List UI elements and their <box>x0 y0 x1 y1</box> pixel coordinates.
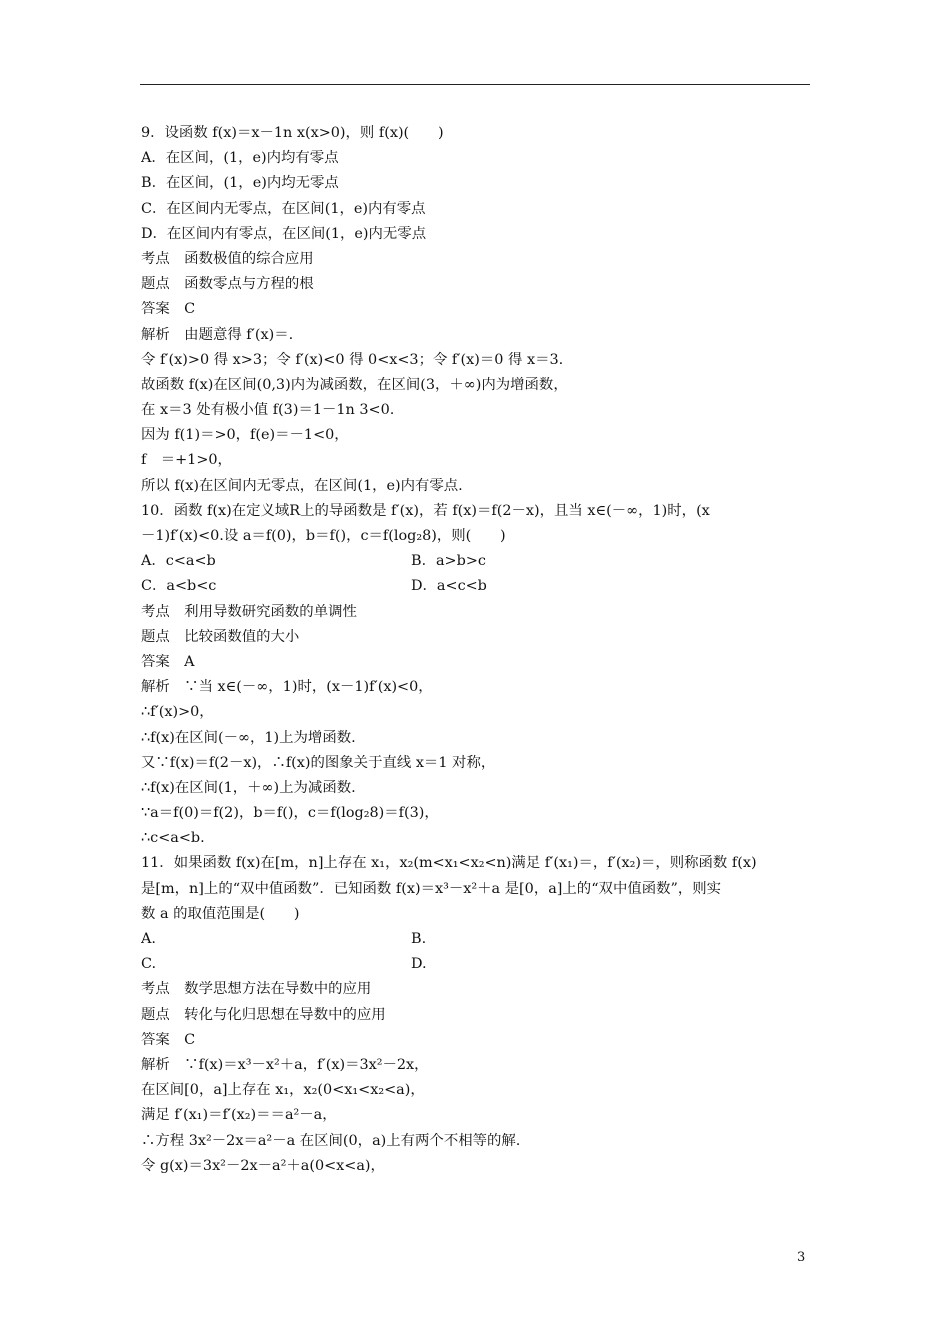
text-line: A．在区间，(1，e)内均有零点 <box>141 150 339 167</box>
text-line: 解析 ∵当 x∈(－∞，1)时，(x－1)f′(x)<0， <box>141 679 433 696</box>
option-left: A. <box>141 931 156 947</box>
text-line: －1)f′(x)<0.设 a＝f(0)，b＝f()，c＝f(log₂8)，则( ) <box>141 528 506 544</box>
text-line: ∴f(x)在区间(－∞，1)上为增函数. <box>141 729 356 746</box>
text-line: 题点 函数零点与方程的根 <box>141 276 314 293</box>
text-line: 故函数 f(x)在区间(0,3)内为减函数，在区间(3，＋∞)内为增函数， <box>141 376 568 393</box>
text-line: D．在区间内有零点，在区间(1，e)内无零点 <box>141 225 427 242</box>
text-line: 题点 转化与化归思想在导数中的应用 <box>141 1006 386 1023</box>
text-line: 11．如果函数 f(x)在[m，n]上存在 x₁，x₂(m<x₁<x₂<n)满足 f′(x₁)＝，f′(x₂)＝，则称函数 f(x) <box>141 855 757 872</box>
text-line: 所以 f(x)在区间内无零点，在区间(1，e)内有零点. <box>141 477 463 494</box>
text-line: B．在区间，(1，e)内均无零点 <box>141 175 339 192</box>
text-line: 解析 ∵f(x)＝x³－x²＋a，f′(x)＝3x²－2x， <box>141 1056 429 1073</box>
text-line: ∴方程 3x²－2x＝a²－a 在区间(0，a)上有两个不相等的解. <box>141 1132 521 1149</box>
text-line: f ＝+1>0， <box>141 452 232 469</box>
header-rule <box>140 84 810 85</box>
text-line: 答案 C <box>141 1031 196 1048</box>
text-line: 10．函数 f(x)在定义域R上的导函数是 f′(x)，若 f(x)＝f(2－x)，且当 x∈(－∞，1)时，(x <box>141 502 710 519</box>
text-line: 满足 f′(x₁)＝f′(x₂)＝＝a²－a， <box>141 1107 337 1124</box>
text-line: ∵a＝f(0)＝f(2)，b＝f()，c＝f(log₂8)＝f(3)， <box>141 805 439 822</box>
option-right: D．a<c<b <box>411 578 487 595</box>
option-row <box>141 927 811 952</box>
text-line: ∴c<a<b. <box>141 830 205 847</box>
text-line: C．在区间内无零点，在区间(1，e)内有零点 <box>141 200 426 217</box>
text-line: 解析 由题意得 f′(x)＝. <box>141 326 294 343</box>
text-line: 是[m，n]上的“双中值函数”．已知函数 f(x)＝x³－x²＋a 是[0，a]上的“双中值函数”，则实 <box>141 880 722 897</box>
text-line: 考点 函数极值的综合应用 <box>141 250 314 267</box>
text-line: ∴f′(x)>0， <box>141 704 214 721</box>
text-line: ∴f(x)在区间(1，＋∞)上为减函数. <box>141 779 356 796</box>
option-left: A．c<a<b <box>141 553 216 570</box>
text-line: 数 a 的取值范围是( ) <box>141 905 300 922</box>
text-line: 考点 数学思想方法在导数中的应用 <box>141 981 372 998</box>
page-number: 3 <box>797 1250 806 1265</box>
option-right: B．a>b>c <box>411 553 486 570</box>
option-left: C．a<b<c <box>141 578 217 595</box>
text-line: 考点 利用导数研究函数的单调性 <box>141 603 357 620</box>
option-row <box>141 549 811 574</box>
option-right: D. <box>411 956 427 973</box>
text-line: 题点 比较函数值的大小 <box>141 628 300 645</box>
option-left: C. <box>141 956 157 973</box>
text-line: 在区间[0，a]上存在 x₁，x₂(0<x₁<x₂<a)， <box>141 1082 425 1099</box>
option-row <box>141 952 811 977</box>
text-line: 9．设函数 f(x)＝x－1n x(x>0)，则 f(x)( ) <box>141 125 444 141</box>
document-body <box>141 121 811 1179</box>
text-line: 答案 C <box>141 301 196 318</box>
text-line: 因为 f(1)＝>0，f(e)＝－1<0， <box>141 427 349 444</box>
text-line: 又∵f(x)＝f(2－x)，∴f(x)的图象关于直线 x＝1 对称， <box>141 754 496 771</box>
option-row <box>141 574 811 599</box>
text-line: 令 f′(x)>0 得 x>3；令 f′(x)<0 得 0<x<3；令 f′(x)＝0 得 x＝3. <box>141 351 564 368</box>
text-line: 在 x＝3 处有极小值 f(3)＝1－1n 3<0. <box>141 402 395 419</box>
text-line: 答案 A <box>141 653 195 670</box>
text-line: 令 g(x)＝3x²－2x－a²＋a(0<x<a)， <box>141 1157 385 1174</box>
option-right: B. <box>411 931 427 947</box>
